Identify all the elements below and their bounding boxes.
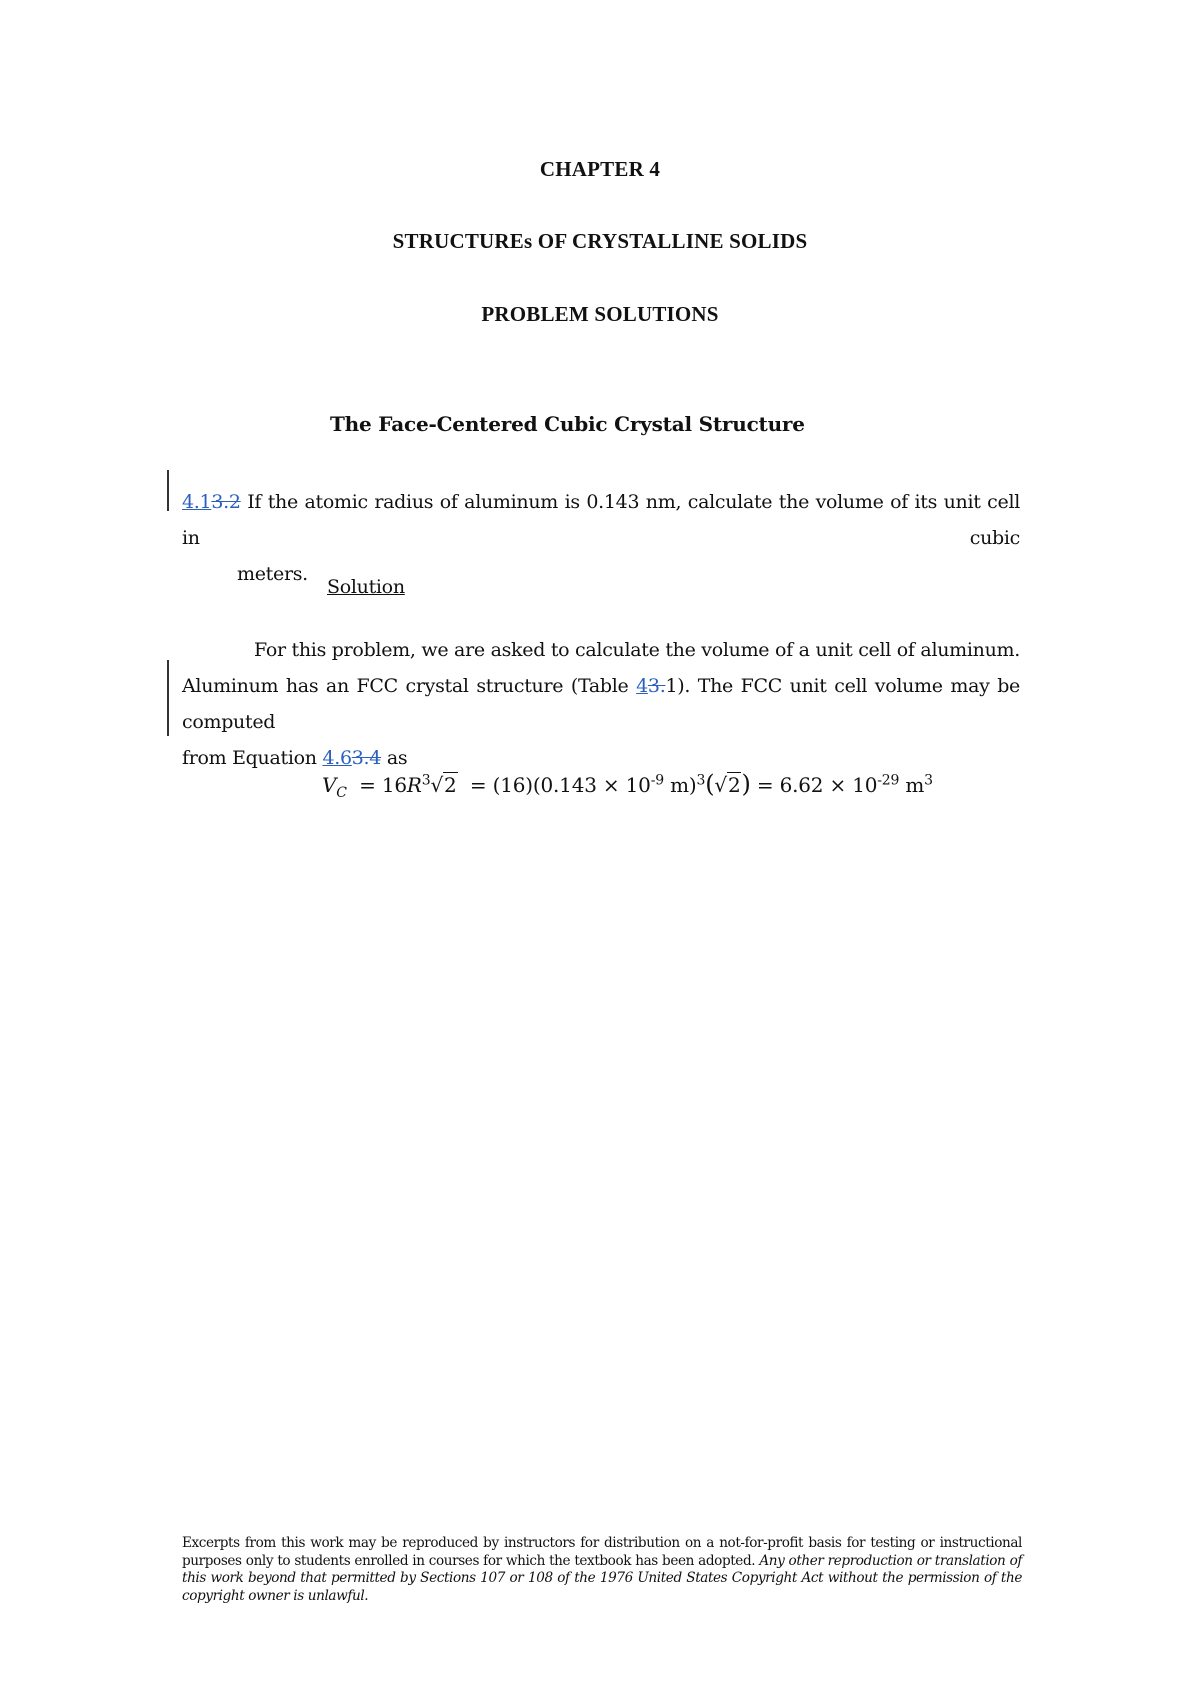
table-ref-inserted: 4	[636, 675, 648, 697]
sqrt-symbol: √2	[430, 773, 457, 797]
chapter-heading: CHAPTER 4	[539, 157, 661, 181]
section-heading: The Face-Centered Cubic Crystal Structure	[330, 412, 805, 436]
solution-line-1: For this problem, we are asked to calculate the volume of a unit cell of aluminum.	[254, 639, 1020, 661]
problem-line-1	[182, 484, 1020, 556]
equation-ref-deleted: 3.4	[351, 747, 382, 769]
equation-ref-inserted: 4.6	[322, 747, 352, 769]
copyright-footer	[182, 1535, 1022, 1605]
footer-normal-text: Excerpts from this work may be reproduced by instructors for distribution on a not-for-profit basis for testing or instructional purposes only to students enrolled in courses for which the textbook has been adopted.	[182, 1535, 1022, 1569]
problem-text-1: If the atomic radius of aluminum is 0.143 nm, calculate the volume of its unit cell in cubic	[182, 491, 1020, 549]
solution-label: Solution	[327, 576, 405, 598]
solution-body	[182, 632, 1020, 776]
footer-italic-text: Any other reproduction or translation of this work beyond that permitted by Sections 107 or 108 of the 1976 United States Copyright Act without the permission of the copyright owner is unlawful.	[182, 1552, 1022, 1604]
problem-statement	[182, 484, 1020, 592]
chapter-subtitle: PROBLEM SOLUTIONS	[481, 302, 719, 326]
chapter-title: STRUCTUREs OF CRYSTALLINE SOLIDS	[392, 229, 808, 253]
change-bar	[167, 470, 169, 511]
volume-equation: $V_C = 16R^3√2 = (16)(0.143 \times 10^{-9}$ $m)^3(√2) = 6.62 \times 10^{-29}$ $m^3$	[322, 770, 933, 801]
solution-line-3: from Equation 4.63.4 as	[182, 747, 408, 769]
problem-number-deleted: 3.2	[211, 491, 241, 513]
solution-line-2: Aluminum has an FCC crystal structure (Table 43.1). The FCC unit cell volume may be computed	[182, 675, 1021, 733]
sqrt-symbol: √2	[714, 773, 741, 797]
table-ref-deleted: 3.	[647, 675, 666, 697]
problem-number-inserted: 4.1	[182, 491, 212, 513]
problem-text-2: meters.	[237, 563, 308, 585]
change-bar	[167, 660, 169, 736]
